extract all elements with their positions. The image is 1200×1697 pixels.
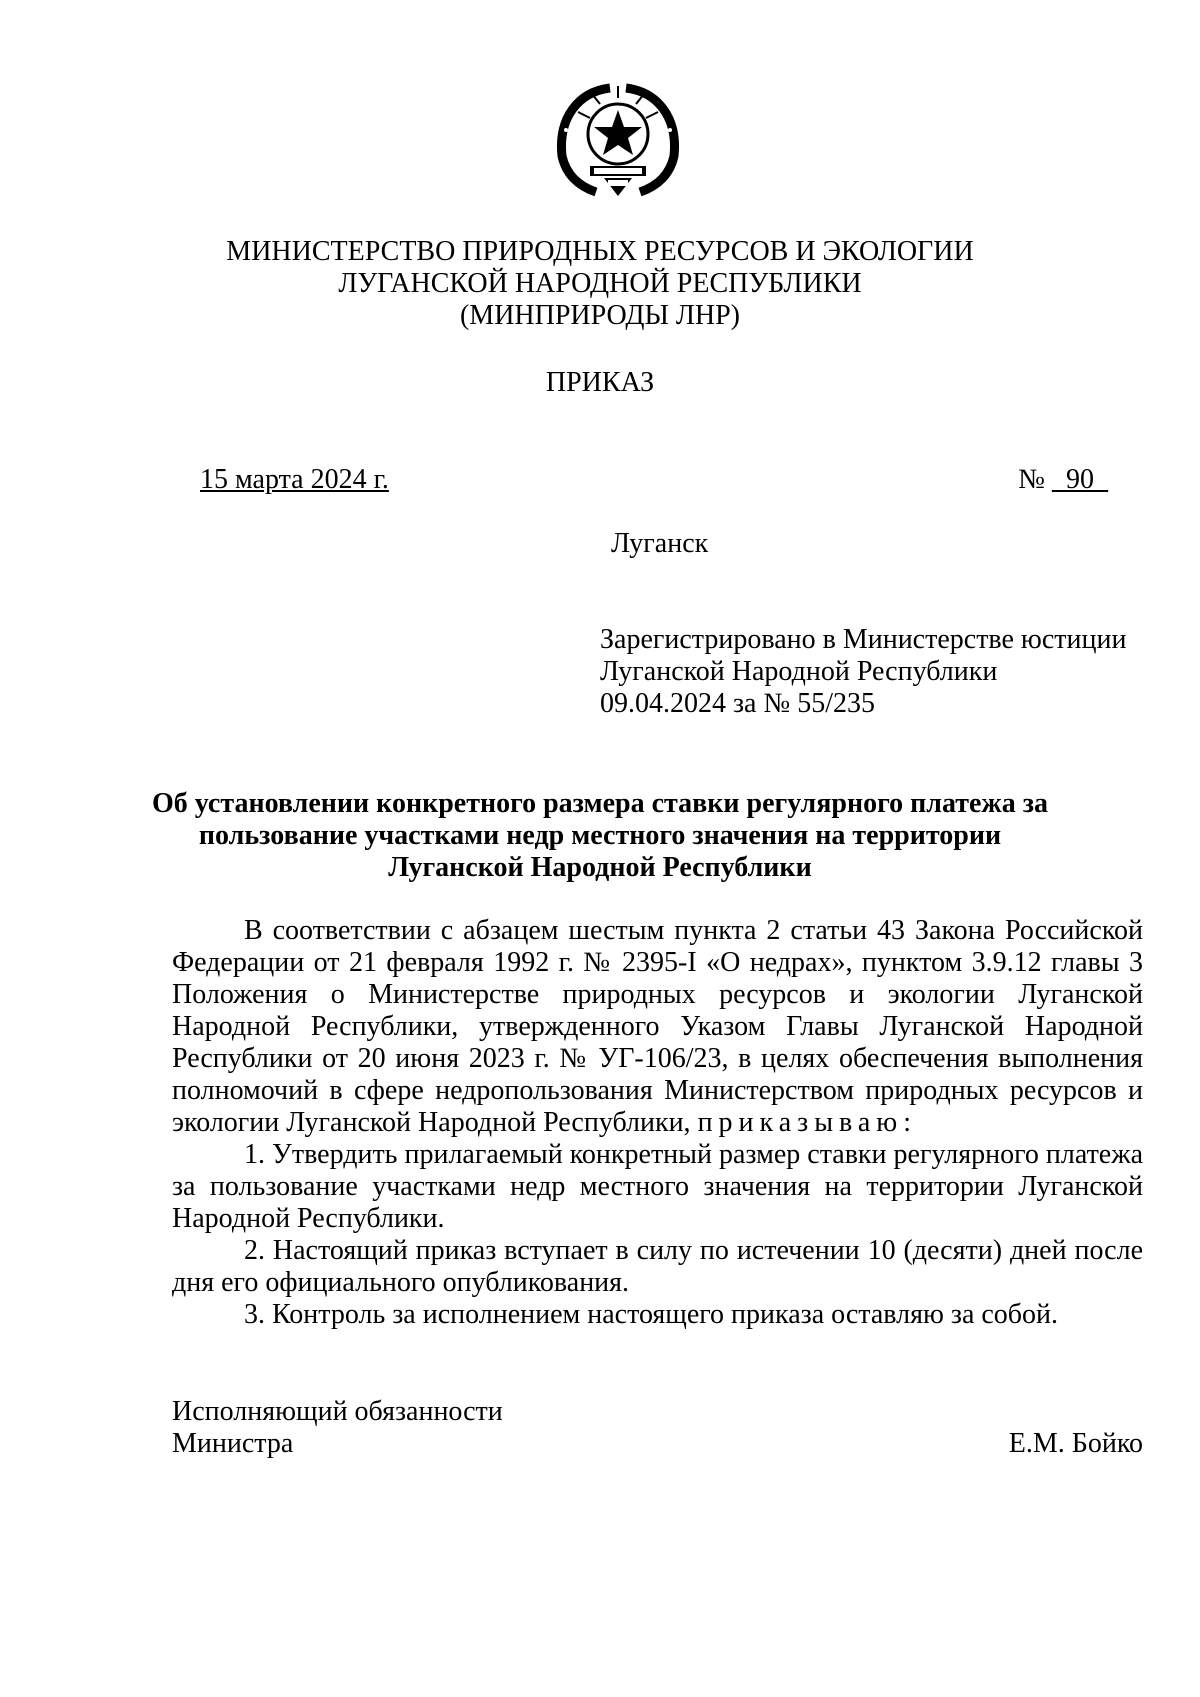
ministry-abbreviation: (МИНПРИРОДЫ ЛНР) <box>459 300 741 331</box>
preamble-text: В соответствии с абзацем шестым пункта 2 статьи 43 Закона Российской Федерации от 21 февраля 1992 г. № 2395-I «О недрах», пунктом 3.9.12 главы 3 Положения о Министерстве природных ресурсов и экологии Луганской Народной Республики, утвержденного Указом Главы Луганской Народной Республики от 20 июня 2023 г. № УГ-106/23, в целях обеспечения выполнения полномочий в сфере недропользования Министерством природных ресурсов и экологии Луганской Народной Республики, <box>172 915 1143 1138</box>
position-line2: Министра <box>172 1428 294 1459</box>
signatory-name: Е.М. Бойко <box>1008 1428 1143 1459</box>
order-word: приказываю: <box>697 1107 917 1138</box>
ministry-name-line2: ЛУГАНСКОЙ НАРОДНОЙ РЕСПУБЛИКИ <box>338 268 862 299</box>
title-line2: пользование участками недр местного значения на территории <box>198 820 1002 851</box>
number-sign: № <box>1018 464 1045 495</box>
document-body <box>172 915 1143 1331</box>
republic-coat-of-arms-icon <box>548 78 688 202</box>
registration-line2: Луганской Народной Республики <box>600 656 998 687</box>
order-date: 15 марта 2024 г. <box>200 464 389 495</box>
signatory-position <box>172 1396 503 1460</box>
order-item-2: 2. Настоящий приказ вступает в силу по истечении 10 (десяти) дней после дня его официального опубликования. <box>172 1235 1143 1298</box>
order-item-1: 1. Утвердить прилагаемый конкретный размер ставки регулярного платежа за пользование участками недр местного значения на территории Луганской Народной Республики. <box>172 1139 1143 1234</box>
registration-line3: 09.04.2024 за № 55/235 <box>600 688 875 719</box>
order-number <box>1018 464 1108 496</box>
document-type: ПРИКАЗ <box>545 367 655 398</box>
title-line3: Луганской Народной Республики <box>388 852 812 883</box>
order-item-3: 3. Контроль за исполнением настоящего приказа оставляю за собой. <box>244 1299 1059 1330</box>
ministry-header <box>0 236 1200 332</box>
registration-line1: Зарегистрировано в Министерстве юстиции <box>600 624 1127 655</box>
document-title <box>0 788 1200 884</box>
title-line1: Об установлении конкретного размера ставки регулярного платежа за <box>152 788 1048 819</box>
registration-note <box>600 624 1126 720</box>
city-name: Луганск <box>611 528 709 559</box>
preamble-paragraph <box>172 915 1143 1139</box>
ministry-name-line1: МИНИСТЕРСТВО ПРИРОДНЫХ РЕСУРСОВ И ЭКОЛОГИИ <box>226 236 974 267</box>
number-value: _90_ <box>1052 464 1108 495</box>
position-line1: Исполняющий обязанности <box>172 1396 503 1427</box>
